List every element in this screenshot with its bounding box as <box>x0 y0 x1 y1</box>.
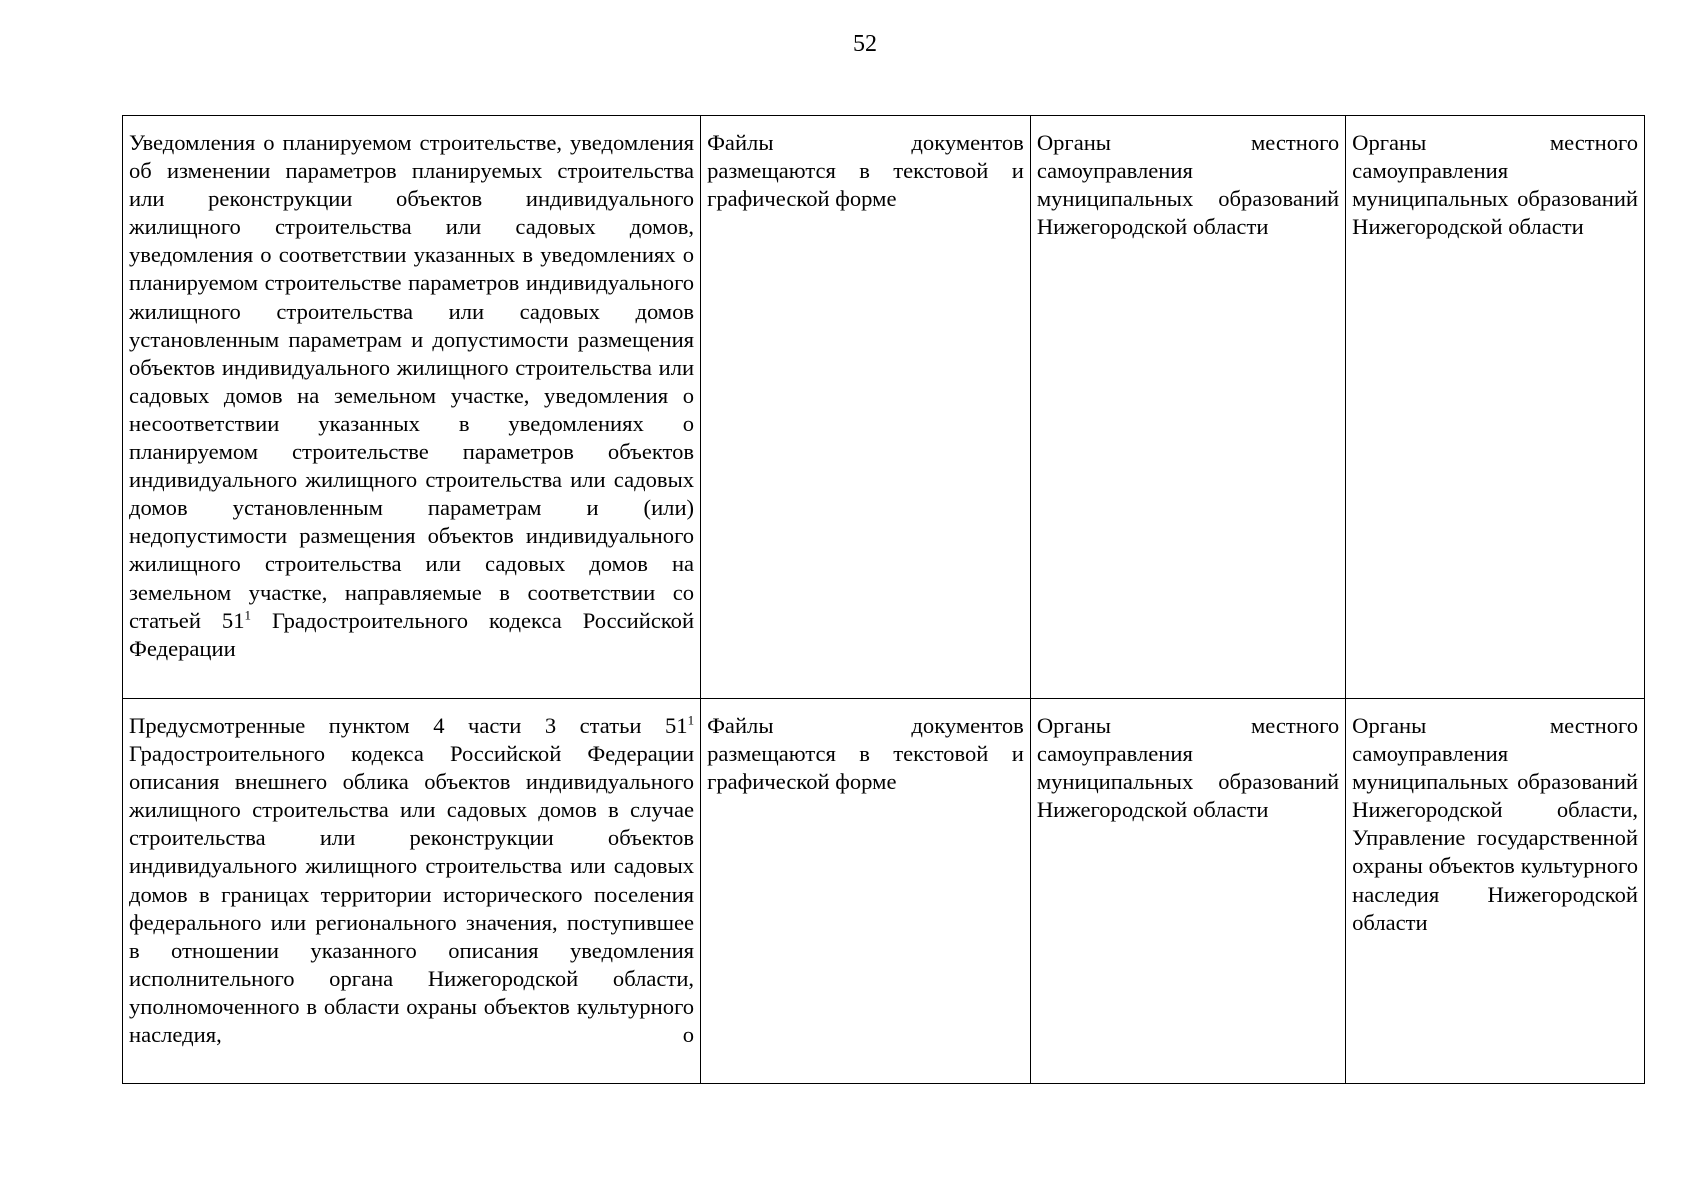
provider-text: Органы местного самоуправления муниципальных образований Нижегородской области <box>1036 130 1340 240</box>
provider-text: Органы местного самоуправления муниципальных образований Нижегородской области <box>1036 713 1340 823</box>
provider-cell <box>1030 699 1345 1084</box>
info-type-text: Предусмотренные пунктом 4 части 3 статьи 51 <box>129 713 688 738</box>
format-text: Файлы документов размещаются в текстовой и графической форме <box>707 130 1024 212</box>
publisher-cell <box>1346 699 1645 1084</box>
format-cell <box>701 699 1031 1084</box>
info-type-cell <box>123 116 701 699</box>
publisher-text: Органы местного самоуправления муниципальных образований Нижегородской области, Управление государственной охраны объектов культурного наследия Нижегородской области <box>1352 713 1638 935</box>
page-number: 52 <box>853 31 877 57</box>
publisher-text: Органы местного самоуправления муниципальных образований Нижегородской области <box>1352 130 1638 240</box>
format-cell <box>701 116 1031 699</box>
info-type-text-continued: Градостроительного кодекса Российской Федерации <box>129 607 695 661</box>
table-row <box>123 699 1645 1084</box>
info-type-text-continued: Градостроительного кодекса Российской Федерации описания внешнего облика объектов индивидуального жилищного строительства или садовых домов в случае строительства или реконструкции объектов индивидуального жилищного строительства или садовых домов в границах территории исторического поселения федерального или регионального значения, поступившее в отношении указанного описания уведомления исполнительного органа Нижегородской области, уполномоченного в области охраны объектов культурного наследия, о <box>129 741 695 1048</box>
superscript: 1 <box>687 712 695 728</box>
superscript: 1 <box>244 607 251 623</box>
document-table <box>122 115 1645 1084</box>
info-type-text: Уведомления о планируемом строительстве, уведомления об изменении параметров планируемых строительства или реконструкции объектов индивидуального жилищного строительства или садовых домов, уведомления о соответствии указанных в уведомлениях о планируемом строительстве параметров индивидуального жилищного строительства или садовых домов установленным параметрам и допустимости размещения объектов индивидуального жилищного строительства или садовых домов на земельном участке, уведомления о несоответствии указанных в уведомлениях о планируемом строительстве параметров объектов индивидуального жилищного строительства или садовых домов установленным параметрам и (или) недопустимости размещения объектов индивидуального жилищного строительства или садовых домов на земельном участке, направляемые в соответствии со статьей 51 <box>129 130 695 633</box>
table-row <box>123 116 1645 699</box>
publisher-cell <box>1346 116 1645 699</box>
info-type-cell <box>123 699 701 1084</box>
format-text: Файлы документов размещаются в текстовой и графической форме <box>707 713 1024 795</box>
provider-cell <box>1030 116 1345 699</box>
